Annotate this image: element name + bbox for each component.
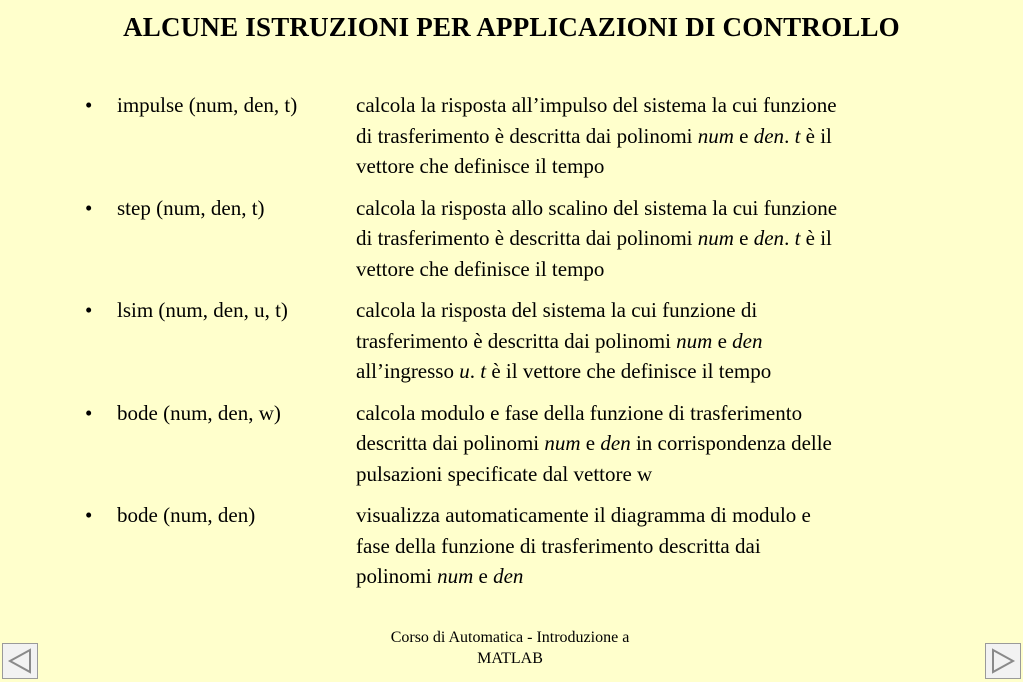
list-item — [85, 500, 955, 592]
list-item — [85, 295, 955, 387]
bullet: • — [85, 195, 93, 220]
description-line: calcola la risposta del sistema la cui funzione di — [356, 298, 758, 322]
command-description — [356, 500, 955, 592]
list-item — [85, 398, 955, 490]
bullet: • — [85, 93, 93, 117]
command-description — [356, 193, 955, 285]
slide-title: ALCUNE ISTRUZIONI PER APPLICAZIONI DI CONTROLLO — [123, 12, 900, 42]
previous-slide-button[interactable] — [2, 643, 38, 679]
triangle-left-icon — [3, 644, 37, 678]
description-line: pulsazioni specificate dal vettore w — [356, 461, 653, 486]
bullet: • — [85, 298, 93, 322]
list-item — [85, 193, 955, 285]
command-name: bode (num, den) — [117, 503, 256, 527]
description-line: calcola la risposta all’impulso del sistema la cui funzione — [356, 93, 837, 117]
description-line: visualizza automaticamente il diagramma di modulo e — [356, 503, 811, 527]
footer-line: Corso di Automatica - Introduzione a — [390, 629, 630, 646]
description-line: calcola modulo e fase della funzione di trasferimento — [356, 400, 803, 425]
command-name: lsim (num, den, u, t) — [117, 298, 288, 322]
description-line: di trasferimento è descritta dai polinomi num e den. t è il — [356, 226, 832, 250]
command-description — [356, 90, 955, 182]
description-line: polinomi num e den — [356, 564, 524, 588]
command-name: step (num, den, t) — [117, 195, 265, 220]
command-list — [85, 90, 955, 603]
bullet: • — [85, 503, 93, 527]
description-line: fase della funzione di trasferimento descritta dai — [356, 533, 761, 558]
description-line: trasferimento è descritta dai polinomi num e den — [356, 328, 763, 353]
command-description — [356, 295, 955, 387]
slide-footer — [360, 627, 660, 669]
command-name: impulse (num, den, t) — [117, 93, 298, 117]
description-line: all’ingresso u. t è il vettore che definisce il tempo — [356, 359, 772, 383]
description-line: vettore che definisce il tempo — [356, 154, 605, 178]
list-item — [85, 90, 955, 182]
description-line: vettore che definisce il tempo — [356, 256, 605, 281]
command-description — [356, 398, 955, 490]
command-name: bode (num, den, w) — [117, 400, 281, 425]
description-line: descritta dai polinomi num e den in corrispondenza delle — [356, 431, 832, 455]
description-line: calcola la risposta allo scalino del sistema la cui funzione — [356, 195, 838, 220]
triangle-right-icon — [986, 644, 1020, 678]
footer-line: MATLAB — [477, 650, 543, 667]
bullet: • — [85, 400, 93, 425]
description-line: di trasferimento è descritta dai polinomi num e den. t è il — [356, 123, 832, 148]
next-slide-button[interactable] — [985, 643, 1021, 679]
